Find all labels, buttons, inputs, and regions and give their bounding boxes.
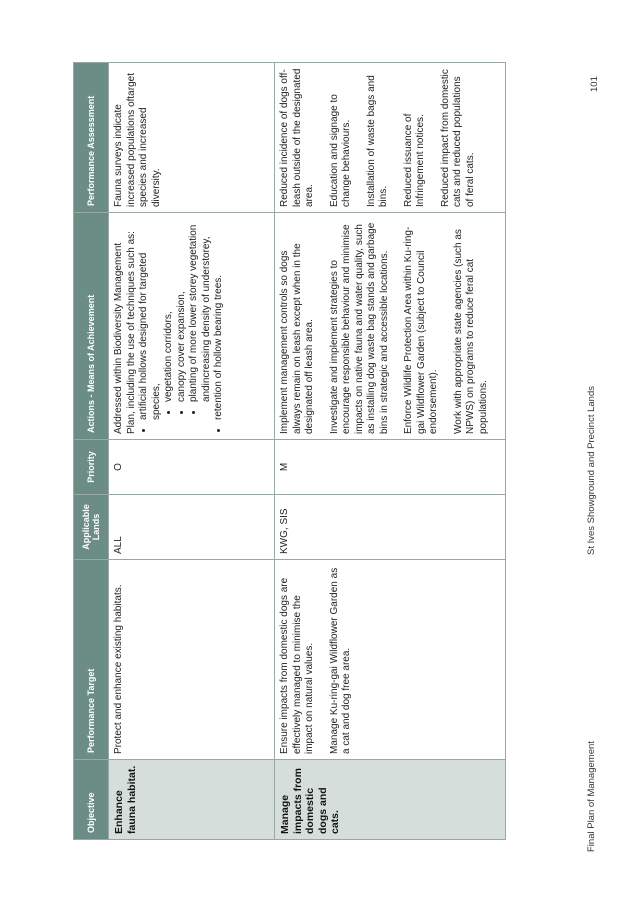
header-objective: Objective [74, 760, 109, 840]
target-paragraph: Ensure impacts from domestic dogs are effectively managed to minimise the impact on natural values. [279, 577, 315, 754]
assessment-cell: Fauna surveys indicate increased populations oftarget species and increased diversity. [109, 63, 275, 213]
actions-sub-bullet-list [163, 218, 213, 420]
table-row [275, 63, 506, 840]
priority-cell: M [275, 440, 506, 495]
action-paragraph: Work with appropriate state agencies (such as NPWS) on programs to reduce feral cat populations. [452, 229, 489, 434]
assessment-paragraph: Reduced impact from domestic cats and reduced populations of feral cats. [439, 69, 476, 207]
objective-cell: Manage impacts from domestic dogs and cats. [275, 760, 506, 840]
actions-cell [275, 213, 506, 440]
actions-cell [109, 213, 275, 440]
footer-site-name: St Ives Showground and Precinct Lands [586, 386, 597, 555]
header-actions: Actions - Means of Achievement [74, 213, 109, 440]
nested-list-container [163, 218, 213, 420]
assessment-cell [275, 63, 506, 213]
actions-intro: Addressed within Biodiversity Management Plan, including the use of techniques such as: [113, 231, 137, 434]
header-performance-assessment: Performance Assessment [74, 63, 109, 213]
management-table-wrapper [73, 63, 503, 840]
management-table [73, 62, 506, 840]
action-paragraph: Implement management controls so dogs always remain on leash except when in the designated off leash area. [279, 243, 315, 434]
actions-bullet-list [138, 218, 226, 434]
action-paragraph: Investigate and implement strategies to encourage responsible behaviour and minimise impacts on native fauna and water quality, such as installing dog waste bag stands and garbage bins in strategic and accessible locations. [328, 222, 390, 434]
assessment-paragraph: Reduced incidence of dogs off-leash outside of the designated area. [279, 68, 315, 207]
footer-document-title: Final Plan of Management [586, 741, 597, 852]
header-applicable-lands: Applicable Lands [74, 495, 109, 560]
lands-cell: KWG, SIS [275, 495, 506, 560]
table-row [109, 63, 275, 840]
assessment-paragraph: Installation of waste bags and bins. [365, 75, 389, 207]
action-paragraph: Enforce Wildlife Protection Area within Ku-ring-gai Wildflower Garden (subject to Council endorsement). [403, 226, 439, 434]
target-cell: Protect and enhance existing habitats. [109, 560, 275, 760]
table-header-row [74, 63, 109, 840]
assessment-paragraph: Reduced issuance of Infringement notices. [402, 113, 426, 207]
page-number: 101 [589, 76, 600, 92]
list-item: • retention of hollow bearing trees. [213, 218, 226, 420]
header-performance-target: Performance Target [74, 560, 109, 760]
objective-cell: Enhance fauna habitat. [109, 760, 275, 840]
target-cell [275, 560, 506, 760]
lands-cell: ALL [109, 495, 275, 560]
list-item: • artificial hollows designed for targeted species, [138, 218, 163, 420]
list-item: • planting of more lower storey vegetation andincreasing density of understorey, [188, 218, 213, 402]
header-priority: Priority [74, 440, 109, 495]
list-item: • vegetation corridors, [163, 218, 176, 402]
assessment-paragraph: Education and signage to change behaviours. [328, 94, 352, 207]
target-paragraph: Manage Ku-ring-gai Wildflower Garden as a cat and dog free area. [328, 567, 352, 754]
list-item: • canopy cover expansion, [176, 218, 189, 402]
priority-cell: O [109, 440, 275, 495]
